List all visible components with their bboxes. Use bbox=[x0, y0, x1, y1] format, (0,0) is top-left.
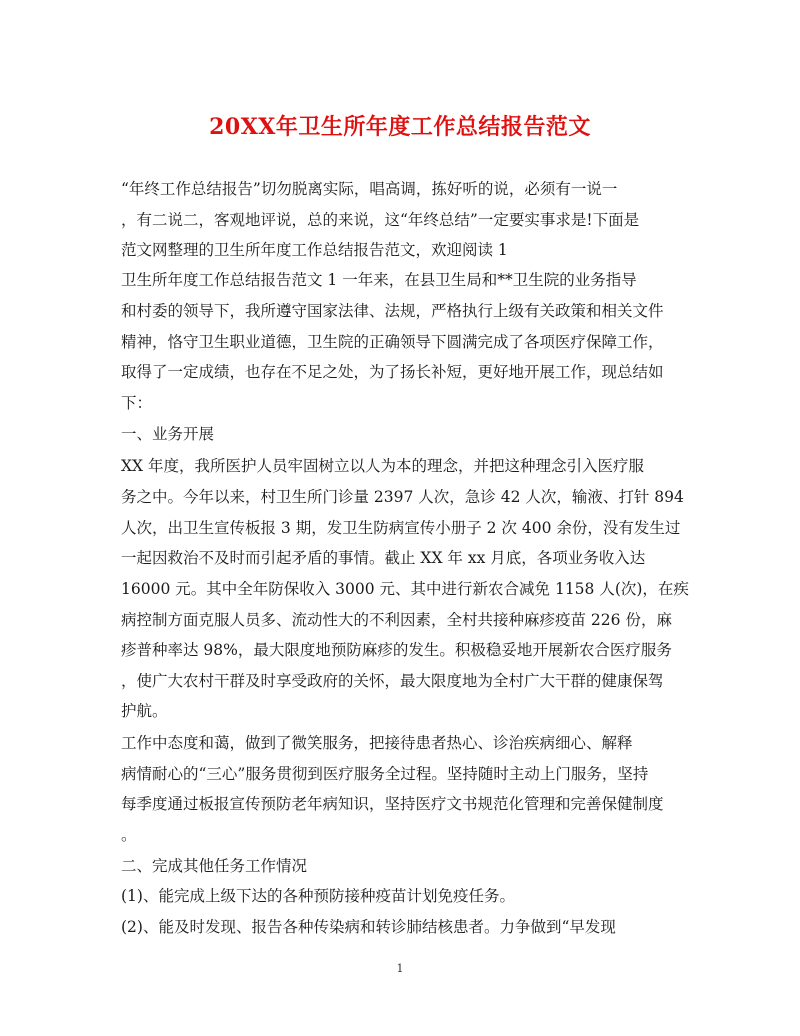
body-line: 务之中。今年以来，村卫生所门诊量 2397 人次，急诊 42 人次，输液、打针 894 bbox=[121, 488, 684, 506]
body-line: 下： bbox=[121, 394, 153, 412]
body-line: 病控制方面克服人员多、流动性大的不利因素，全村共接种麻疹疫苗 226 份，麻 bbox=[121, 611, 672, 629]
body-line: 护航。 bbox=[121, 702, 168, 720]
section-heading: 二、完成其他任务工作情况 bbox=[121, 857, 308, 875]
body-line: (2)、能及时发现、报告各种传染病和转诊肺结核患者。力争做到“早发现 bbox=[121, 918, 616, 936]
body-line: 人次，出卫生宣传板报 3 期，发卫生防病宣传小册子 2 次 400 余份，没有发生过 bbox=[121, 519, 681, 537]
body-line: 范文网整理的卫生所年度工作总结报告范文，欢迎阅读 1 bbox=[121, 241, 508, 259]
body-line: 疹普种率达 98%，最大限度地预防麻疹的发生。积极稳妥地开展新农合医疗服务 bbox=[121, 641, 672, 659]
body-line: (1)、能完成上级下达的各种预防接种疫苗计划免疫任务。 bbox=[121, 887, 515, 905]
body-line: ，有二说二，客观地评说，总的来说，这“年终总结”一定要实事求是!下面是 bbox=[121, 211, 640, 229]
body-line: 精神，恪守卫生职业道德，卫生院的正确领导下圆满完成了各项医疗保障工作， bbox=[121, 333, 664, 351]
body-line: 卫生所年度工作总结报告范文 1 一年来，在县卫生局和**卫生院的业务指导 bbox=[121, 271, 637, 289]
body-line: 和村委的领导下，我所遵守国家法律、法规，严格执行上级有关政策和相关文件 bbox=[121, 302, 664, 320]
body-line: 取得了一定成绩，也存在不足之处，为了扬长补短，更好地开展工作，现总结如 bbox=[121, 363, 664, 381]
body-line: 16000 元。其中全年防保收入 3000 元、其中进行新农合减免 1158 人(次)，在疾 bbox=[121, 580, 689, 598]
section-heading: 一、业务开展 bbox=[121, 425, 215, 443]
body-line: 。 bbox=[121, 826, 137, 844]
page-title: 20XX年卫生所年度工作总结报告范文 bbox=[209, 114, 591, 140]
body-line: ，使广大农村干群及时享受政府的关怀，最大限度地为全村广大干群的健康保驾 bbox=[121, 672, 664, 690]
body-line: 病情耐心的“三心”服务贯彻到医疗服务全过程。坚持随时主动上门服务，坚持 bbox=[121, 765, 649, 783]
body-line: XX 年度，我所医护人员牢固树立以人为本的理念，并把这种理念引入医疗服 bbox=[121, 457, 644, 475]
body-line: “年终工作总结报告”切勿脱离实际，唱高调，拣好听的说，必须有一说一 bbox=[121, 180, 618, 198]
body-line: 工作中态度和蔼，做到了微笑服务，把接待患者热心、诊治疾病细心、解释 bbox=[121, 734, 633, 752]
body-line: 每季度通过板报宣传预防老年病知识，坚持医疗文书规范化管理和完善保健制度 bbox=[121, 795, 664, 813]
page-number: 1 bbox=[396, 962, 404, 975]
body-line: 一起因救治不及时而引起矛盾的事情。截止 XX 年 xx 月底，各项业务收入达 bbox=[121, 549, 646, 567]
